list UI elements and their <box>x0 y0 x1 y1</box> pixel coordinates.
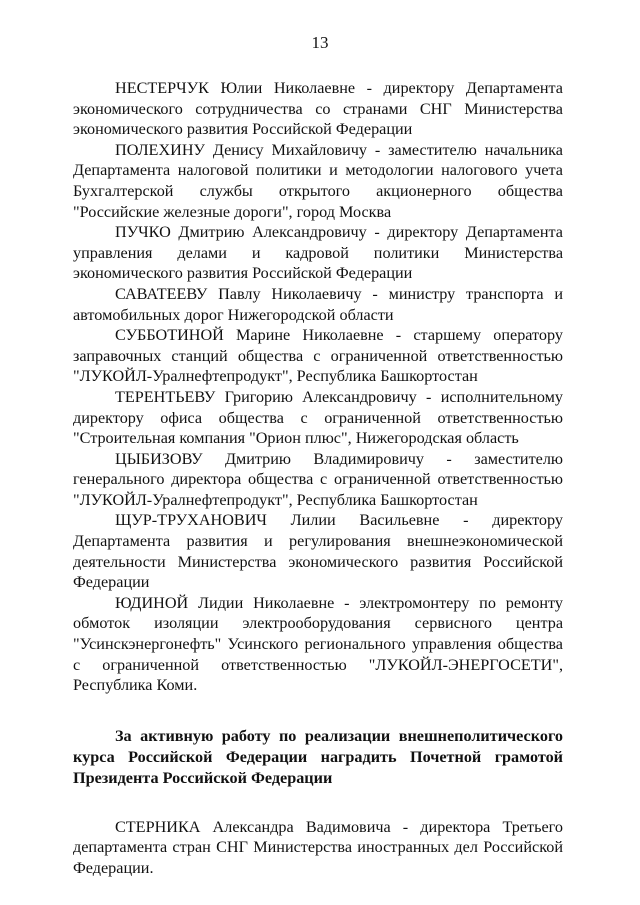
award-paragraph-terentyev: ТЕРЕНТЬЕВУ Григорию Александровичу - исполнительному директору офиса общества с ограниченной ответственностью "Строительная компания "Орион плюс", Нижегородская область <box>73 387 563 448</box>
award-paragraph-shchur-trukhanovich: ЩУР-ТРУХАНОВИЧ Лилии Васильевне - директору Департамента развития и регулирования внешнеэкономической деятельности Министерства экономического развития Российской Федерации <box>73 511 563 592</box>
award-paragraph-yudina: ЮДИНОЙ Лидии Николаевне - электромонтеру по ремонту обмоток изоляции электрооборудования сервисного центра "Усинскэнергонефть" Усинского регионального управления общества с ограниченной ответственностью "ЛУКОЙЛ-ЭНЕРГОСЕТИ", Республика Коми. <box>73 593 563 695</box>
award-paragraph-polekhin: ПОЛЕХИНУ Денису Михайловичу - заместителю начальника Департамента налоговой политики и методологии налогового учета Бухгалтерской службы открытого акционерного общества "Российские железные дороги", город Москва <box>73 140 563 221</box>
page-number: 13 <box>311 33 329 52</box>
document-body <box>73 78 563 879</box>
award-paragraph-savateev: САВАТЕЕВУ Павлу Николаевичу - министру транспорта и автомобильных дорог Нижегородской области <box>73 284 563 324</box>
award-paragraph-tsybizov: ЦЫБИЗОВУ Дмитрию Владимировичу - заместителю генерального директора общества с ограниченной ответственностью "ЛУКОЙЛ-Уралнефтепродукт", Республика Башкортостан <box>73 449 563 509</box>
award-paragraph-subbotina: СУББОТИНОЙ Марине Николаевне - старшему оператору заправочных станций общества с ограниченной ответственностью "ЛУКОЙЛ-Уралнефтепродукт", Республика Башкортостан <box>73 326 563 386</box>
award-paragraph-nesterchuk: НЕСТЕРЧУК Юлии Николаевне - директору Департамента экономического сотрудничества со странами СНГ Министерства экономического развития Российской Федерации <box>73 79 563 139</box>
award-paragraph-puchko: ПУЧКО Дмитрию Александровичу - директору Департамента управления делами и кадровой политики Министерства экономического развития Российской Федерации <box>73 223 563 283</box>
award-paragraph-sternik: СТЕРНИКА Александра Вадимовича - директора Третьего департамента стран СНГ Министерства иностранных дел Российской Федерации. <box>73 817 563 877</box>
section-heading: За активную работу по реализации внешнеполитического курса Российской Федерации наградить Почетной грамотой Президента Российской Федерации <box>73 726 563 787</box>
